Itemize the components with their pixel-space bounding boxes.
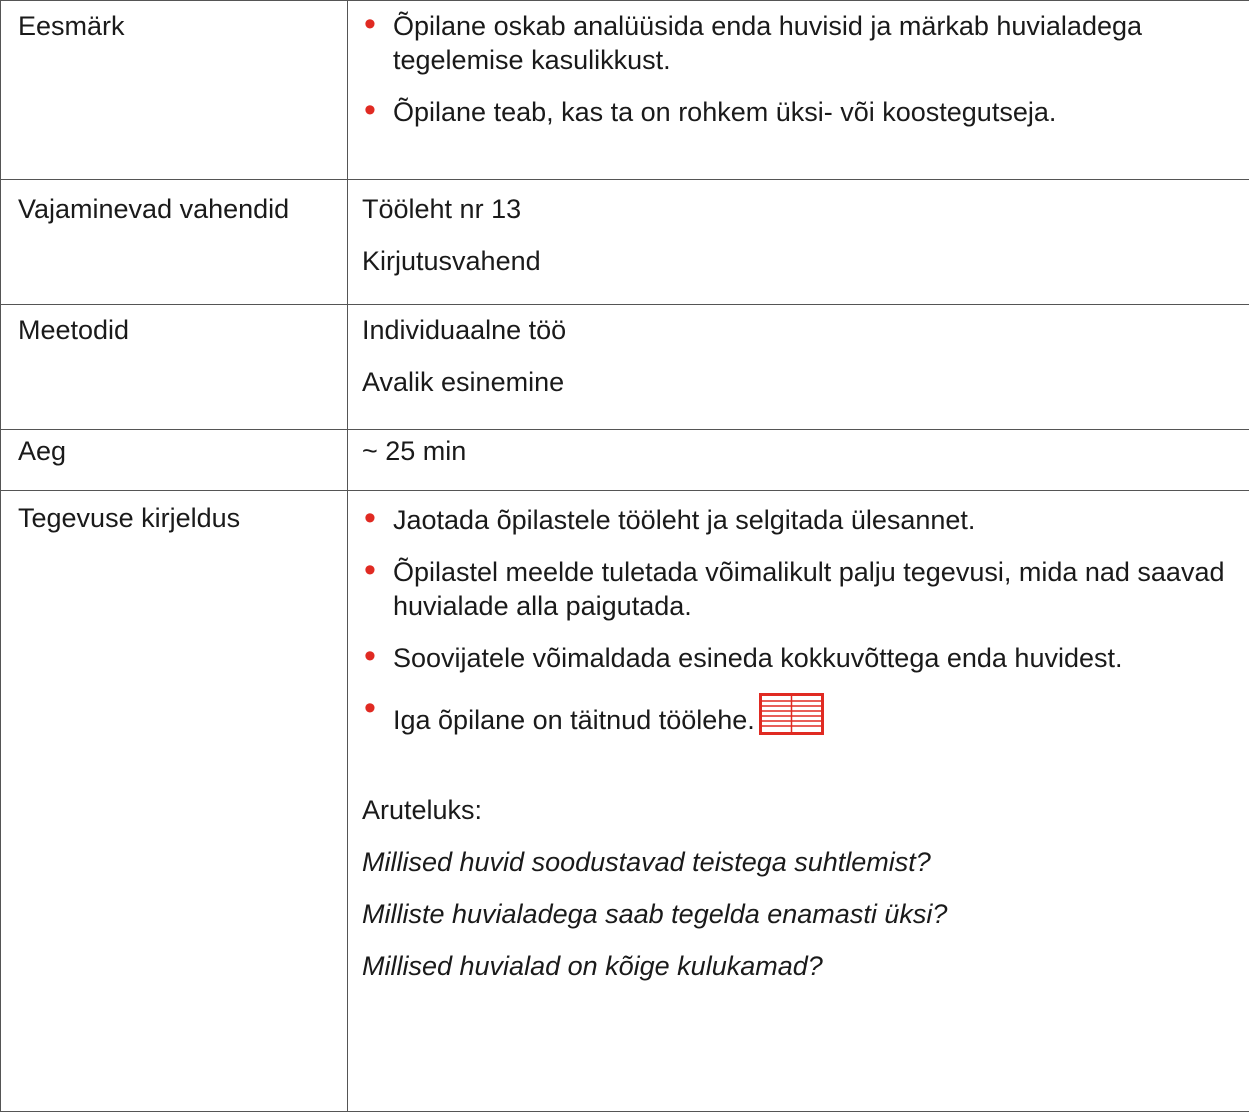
- methods-item: Individuaalne töö: [362, 315, 567, 345]
- tools-item: Kirjutusvahend: [362, 246, 541, 276]
- list-item: • Jaotada õpilastele tööleht ja selgitada ülesannet.: [364, 499, 976, 537]
- goal-bullet-list: [362, 5, 1246, 129]
- activity-label-cell: [1, 491, 348, 1112]
- bullet-icon: •: [364, 689, 376, 727]
- time-value: ~ 25 min: [362, 436, 467, 466]
- time-label-cell: [1, 430, 348, 491]
- bullet-icon: •: [364, 551, 376, 589]
- tools-label-cell: [1, 180, 348, 305]
- goal-content-cell: [348, 1, 1249, 180]
- methods-content-cell: [348, 305, 1249, 430]
- list-item: • Õpilastel meelde tuletada võimalikult palju tegevusi, mida nad saavad huvialade alla paigutada.: [364, 551, 1225, 621]
- methods-item: Avalik esinemine: [362, 367, 565, 397]
- tools-item: Tööleht nr 13: [362, 194, 522, 224]
- discussion-section: [362, 793, 1246, 983]
- bullet-icon: •: [364, 5, 376, 43]
- row-time: [1, 430, 1249, 491]
- methods-label: Meetodid: [18, 315, 130, 345]
- row-activity: [1, 491, 1249, 1112]
- bullet-icon: •: [364, 91, 376, 129]
- row-tools: [1, 180, 1249, 305]
- row-goal: [1, 1, 1249, 180]
- list-item: • Soovijatele võimaldada esineda kokkuvõttega enda huvidest.: [364, 637, 1123, 675]
- list-item: • Õpilane teab, kas ta on rohkem üksi- või koostegutseja.: [364, 91, 1057, 129]
- goal-label: Eesmärk: [18, 11, 125, 41]
- discussion-heading: Aruteluks:: [362, 795, 483, 825]
- discussion-question: Milliste huvialadega saab tegelda enamasti üksi?: [362, 899, 948, 929]
- time-label: Aeg: [18, 436, 67, 466]
- list-item: • Iga õpilane on täitnud töölehe.: [362, 693, 1246, 737]
- bullet-icon: •: [364, 637, 376, 675]
- activity-content-cell: [348, 491, 1249, 1112]
- goal-label-cell: [1, 1, 348, 180]
- time-content-cell: [348, 430, 1249, 491]
- activity-label: Tegevuse kirjeldus: [18, 503, 241, 533]
- bullet-icon: •: [364, 499, 376, 537]
- worksheet-icon: [759, 693, 824, 735]
- discussion-question: Millised huvid soodustavad teistega suhtlemist?: [362, 847, 931, 877]
- methods-label-cell: [1, 305, 348, 430]
- activity-bullet-list: [362, 499, 1246, 737]
- tools-content-cell: [348, 180, 1249, 305]
- list-item: • Õpilane oskab analüüsida enda huvisid ja märkab huvialadega tegelemise kasulikkust.: [364, 5, 1143, 75]
- row-methods: [1, 305, 1249, 430]
- discussion-question: Millised huvialad on kõige kulukamad?: [362, 951, 823, 981]
- tools-label: Vajaminevad vahendid: [18, 194, 290, 224]
